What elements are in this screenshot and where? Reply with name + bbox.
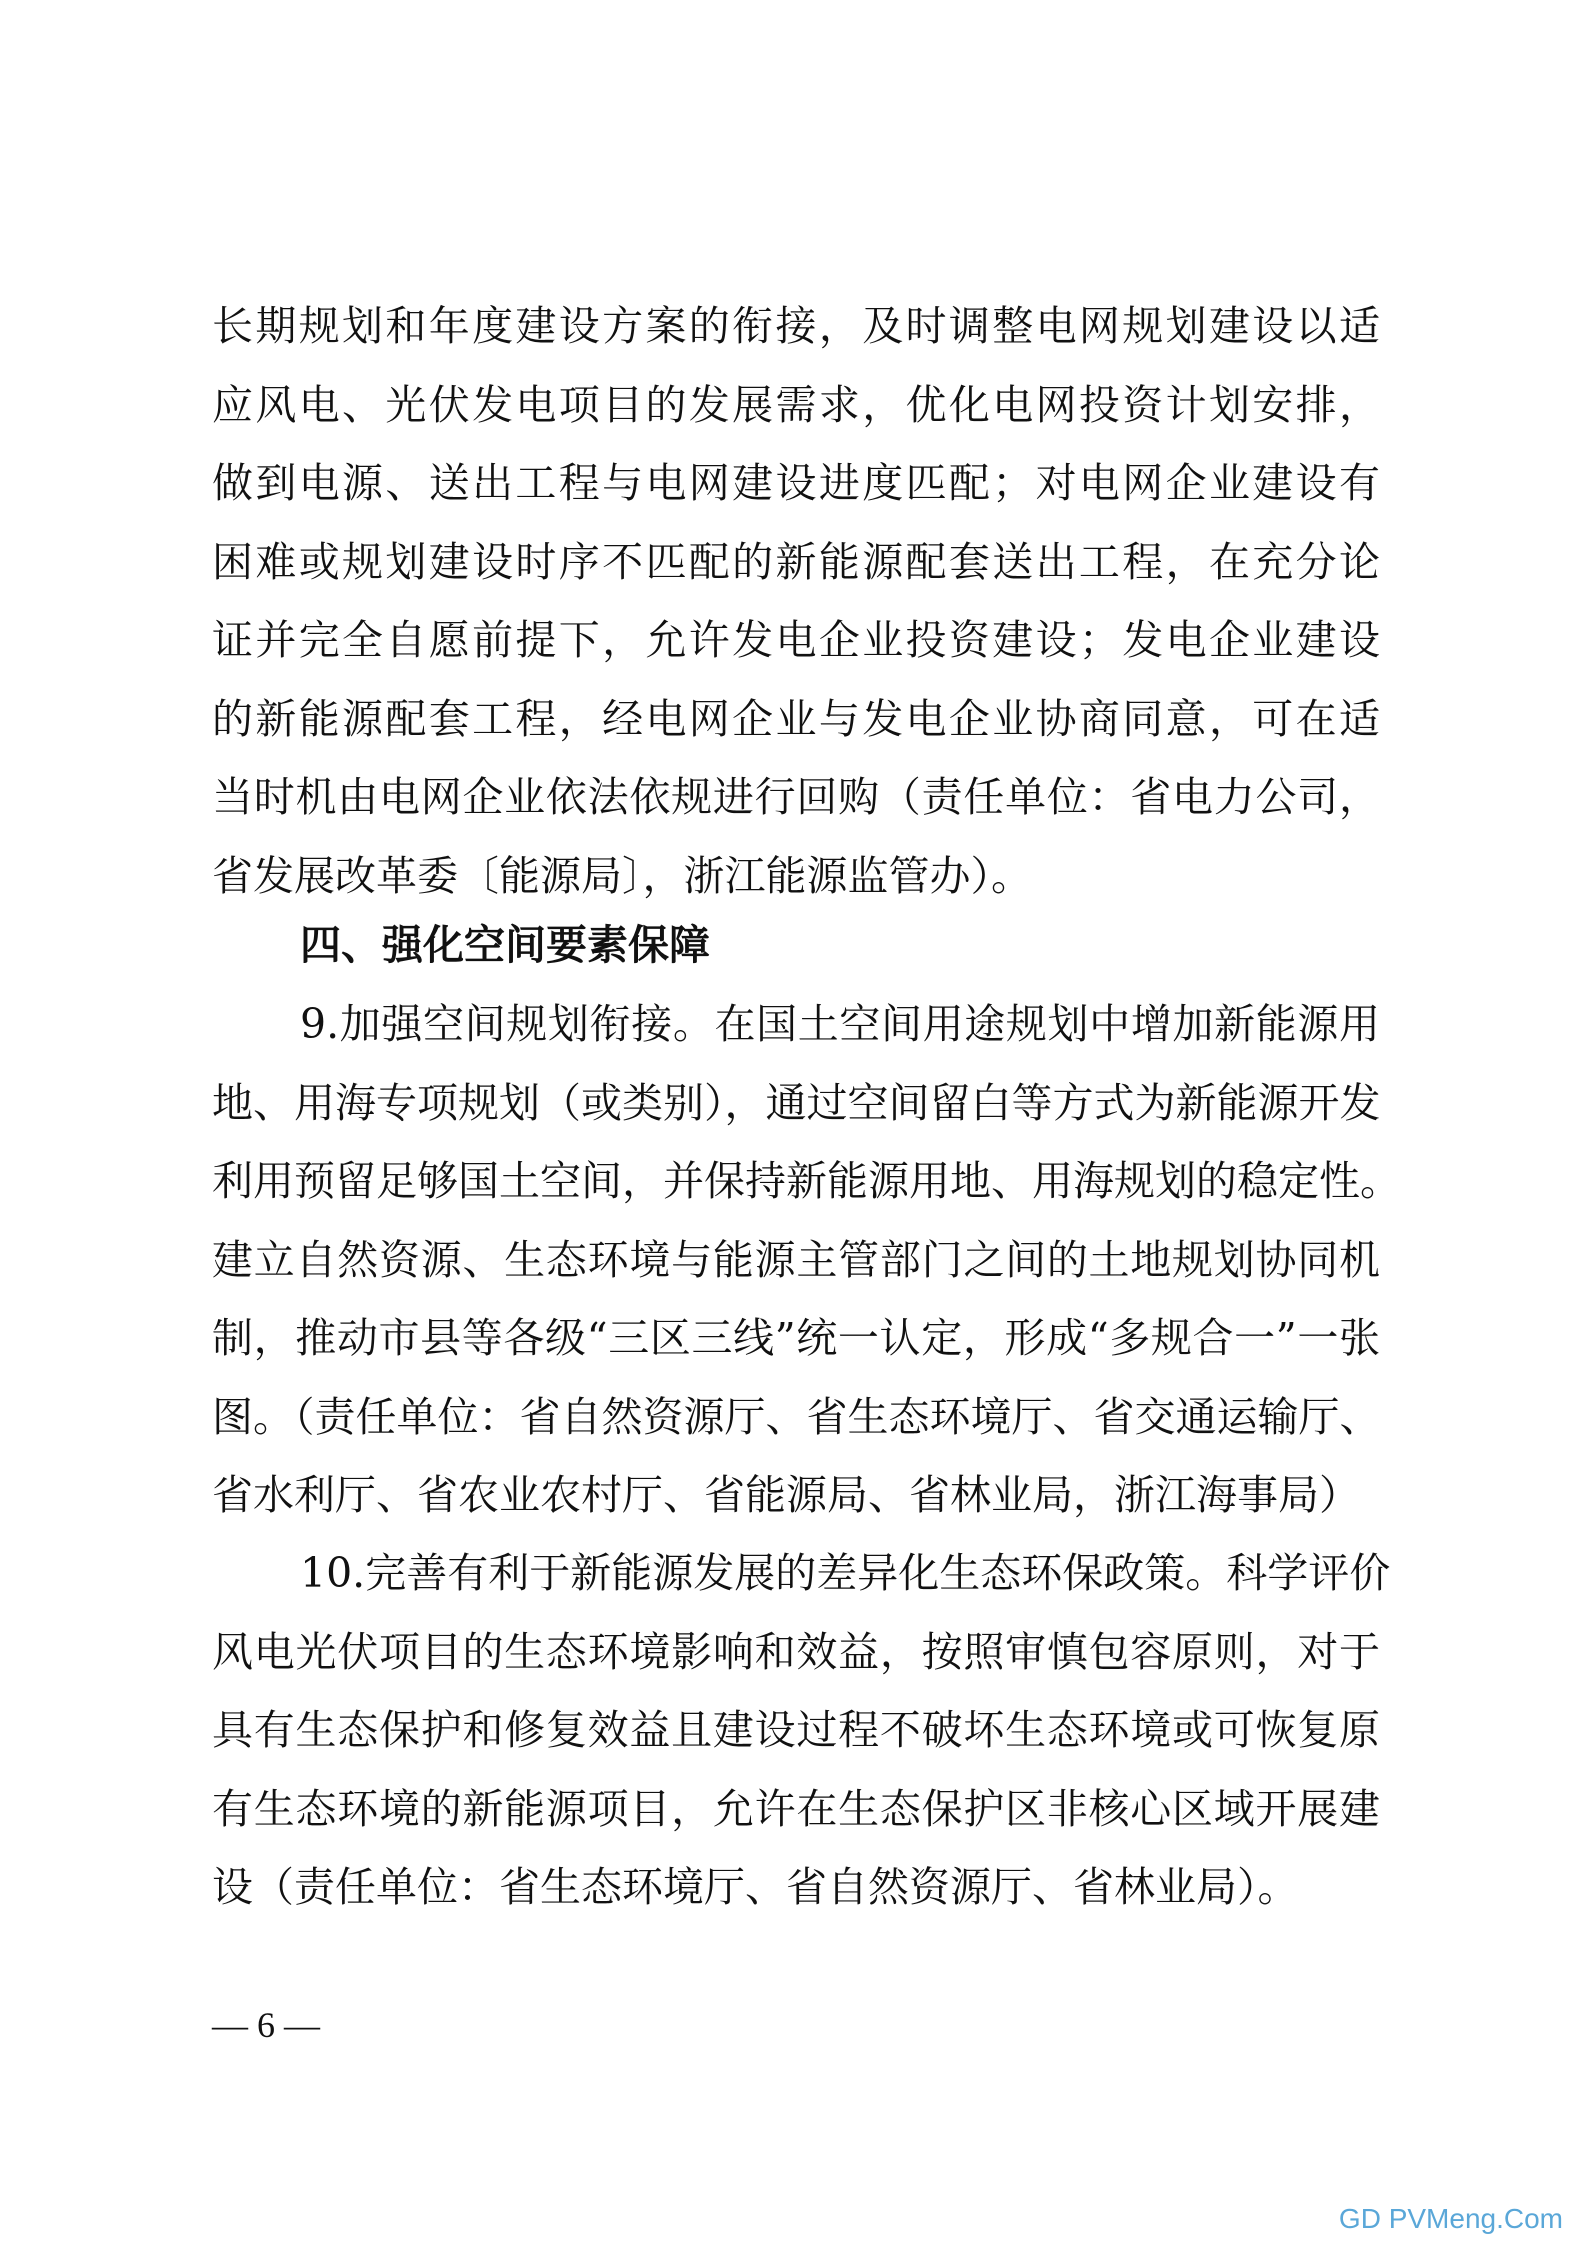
text-line: 地、用海专项规划（或类别），通过空间留白等方式为新能源开发 — [212, 1078, 1381, 1127]
text-line: 有生态环境的新能源项目，允许在生态保护区非核心区域开展建 — [212, 1784, 1380, 1833]
text-line: 困难或规划建设时序不匹配的新能源配套送出工程，在充分论 — [212, 537, 1380, 586]
text-line: 省水利厅、省农业农村厅、省能源局、省林业局，浙江海事局） — [212, 1471, 1360, 1519]
text-line: 长期规划和年度建设方案的衔接，及时调整电网规划建设以适 — [212, 302, 1380, 350]
text-line: 应风电、光伏发电项目的发展需求，优化电网投资计划安排， — [212, 380, 1380, 429]
text-line: 制，推动市县等各级“三区三线”统一认定，形成“多规合一”一张 — [212, 1314, 1380, 1362]
page-number: — 6 — — [212, 2005, 320, 2045]
text-line: 做到电源、送出工程与电网建设进度匹配；对电网企业建设有 — [212, 459, 1380, 507]
item-9-paragraph — [212, 985, 1401, 1535]
text-line: 图。（责任单位：省自然资源厅、省生态环境厅、省交通运输厅、 — [212, 1392, 1381, 1441]
text-line: 设（责任单位：省生态环境厅、省自然资源厅、省林业局）。 — [212, 1863, 1299, 1911]
watermark: GD PVMeng.Com — [1338, 2203, 1563, 2234]
text-line: 省发展改革委〔能源局〕，浙江能源监管办）。 — [212, 851, 1032, 900]
text-line: 建立自然资源、生态环境与能源主管部门之间的土地规划协同机 — [212, 1235, 1380, 1284]
text-line: 当时机由电网企业依法依规进行回购（责任单位：省电力公司， — [212, 773, 1380, 821]
text-line: 9.加强空间规划衔接。在国土空间用途规划中增加新能源用 — [300, 1000, 1380, 1048]
text-line: 证并完全自愿前提下，允许发电企业投资建设；发电企业建设 — [212, 616, 1380, 664]
paragraph-continued — [212, 287, 1380, 915]
section-heading: 四、强化空间要素保障 — [300, 921, 710, 969]
text-line: 10.完善有利于新能源发展的差异化生态环保政策。科学评价 — [300, 1549, 1391, 1597]
text-line: 具有生态保护和修复效益且建设过程不破坏生态环境或可恢复原 — [212, 1706, 1380, 1754]
item-10-paragraph — [212, 1534, 1391, 1927]
text-line: 风电光伏项目的生态环境影响和效益，按照审慎包容原则，对于 — [212, 1627, 1380, 1676]
text-line: 利用预留足够国土空间，并保持新能源用地、用海规划的稳定性。 — [212, 1157, 1401, 1205]
text-line: 的新能源配套工程，经电网企业与发电企业协商同意，可在适 — [212, 694, 1380, 743]
